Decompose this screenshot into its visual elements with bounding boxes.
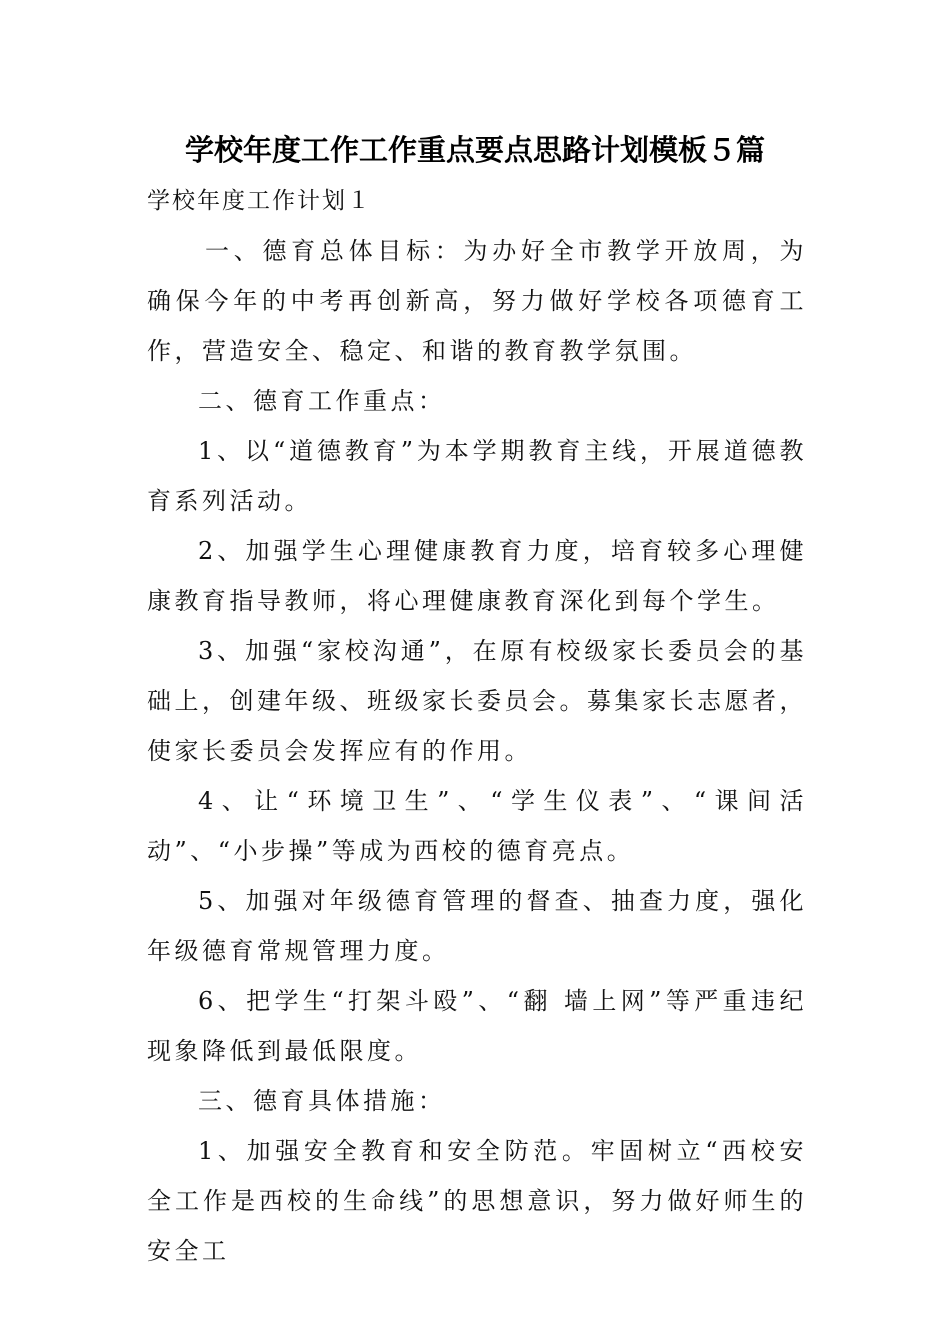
document-body	[147, 226, 807, 1276]
paragraph: 三、德育具体措施：	[198, 1087, 446, 1115]
paragraph: 2、加强学生心理健康教育力度，培育较多心理健康教育指导教师，将心理健康教育深化到每个学生。	[147, 537, 807, 615]
paragraph: 1、以“道德教育”为本学期教育主线，开展道德教育系列活动。	[147, 437, 807, 515]
paragraph: 4、让“环境卫生”、“学生仪表”、“课间活动”、“小步操”等成为西校的德育亮点。	[147, 787, 807, 865]
paragraph: 3、加强“家校沟通”，在原有校级家长委员会的基础上，创建年级、班级家长委员会。募集家长志愿者，使家长委员会发挥应有的作用。	[147, 637, 807, 765]
paragraph: 1、加强安全教育和安全防范。牢固树立“西校安全工作是西校的生命线”的思想意识，努力做好师生的安全工	[147, 1137, 807, 1265]
document-subtitle: 学校年度工作计划１	[147, 188, 372, 214]
paragraph: 6、把学生“打架斗殴”、“翻 墙上网”等严重违纪现象降低到最低限度。	[147, 987, 807, 1065]
paragraph: 5、加强对年级德育管理的督查、抽查力度，强化年级德育常规管理力度。	[147, 887, 807, 965]
document-title: 学校年度工作工作重点要点思路计划模板５篇	[184, 133, 765, 167]
paragraph: 二、德育工作重点：	[198, 387, 446, 415]
paragraph: 一、德育总体目标：为办好全市教学开放周，为确保今年的中考再创新高，努力做好学校各项德育工作，营造安全、稳定、和谐的教育教学氛围。	[147, 237, 807, 365]
